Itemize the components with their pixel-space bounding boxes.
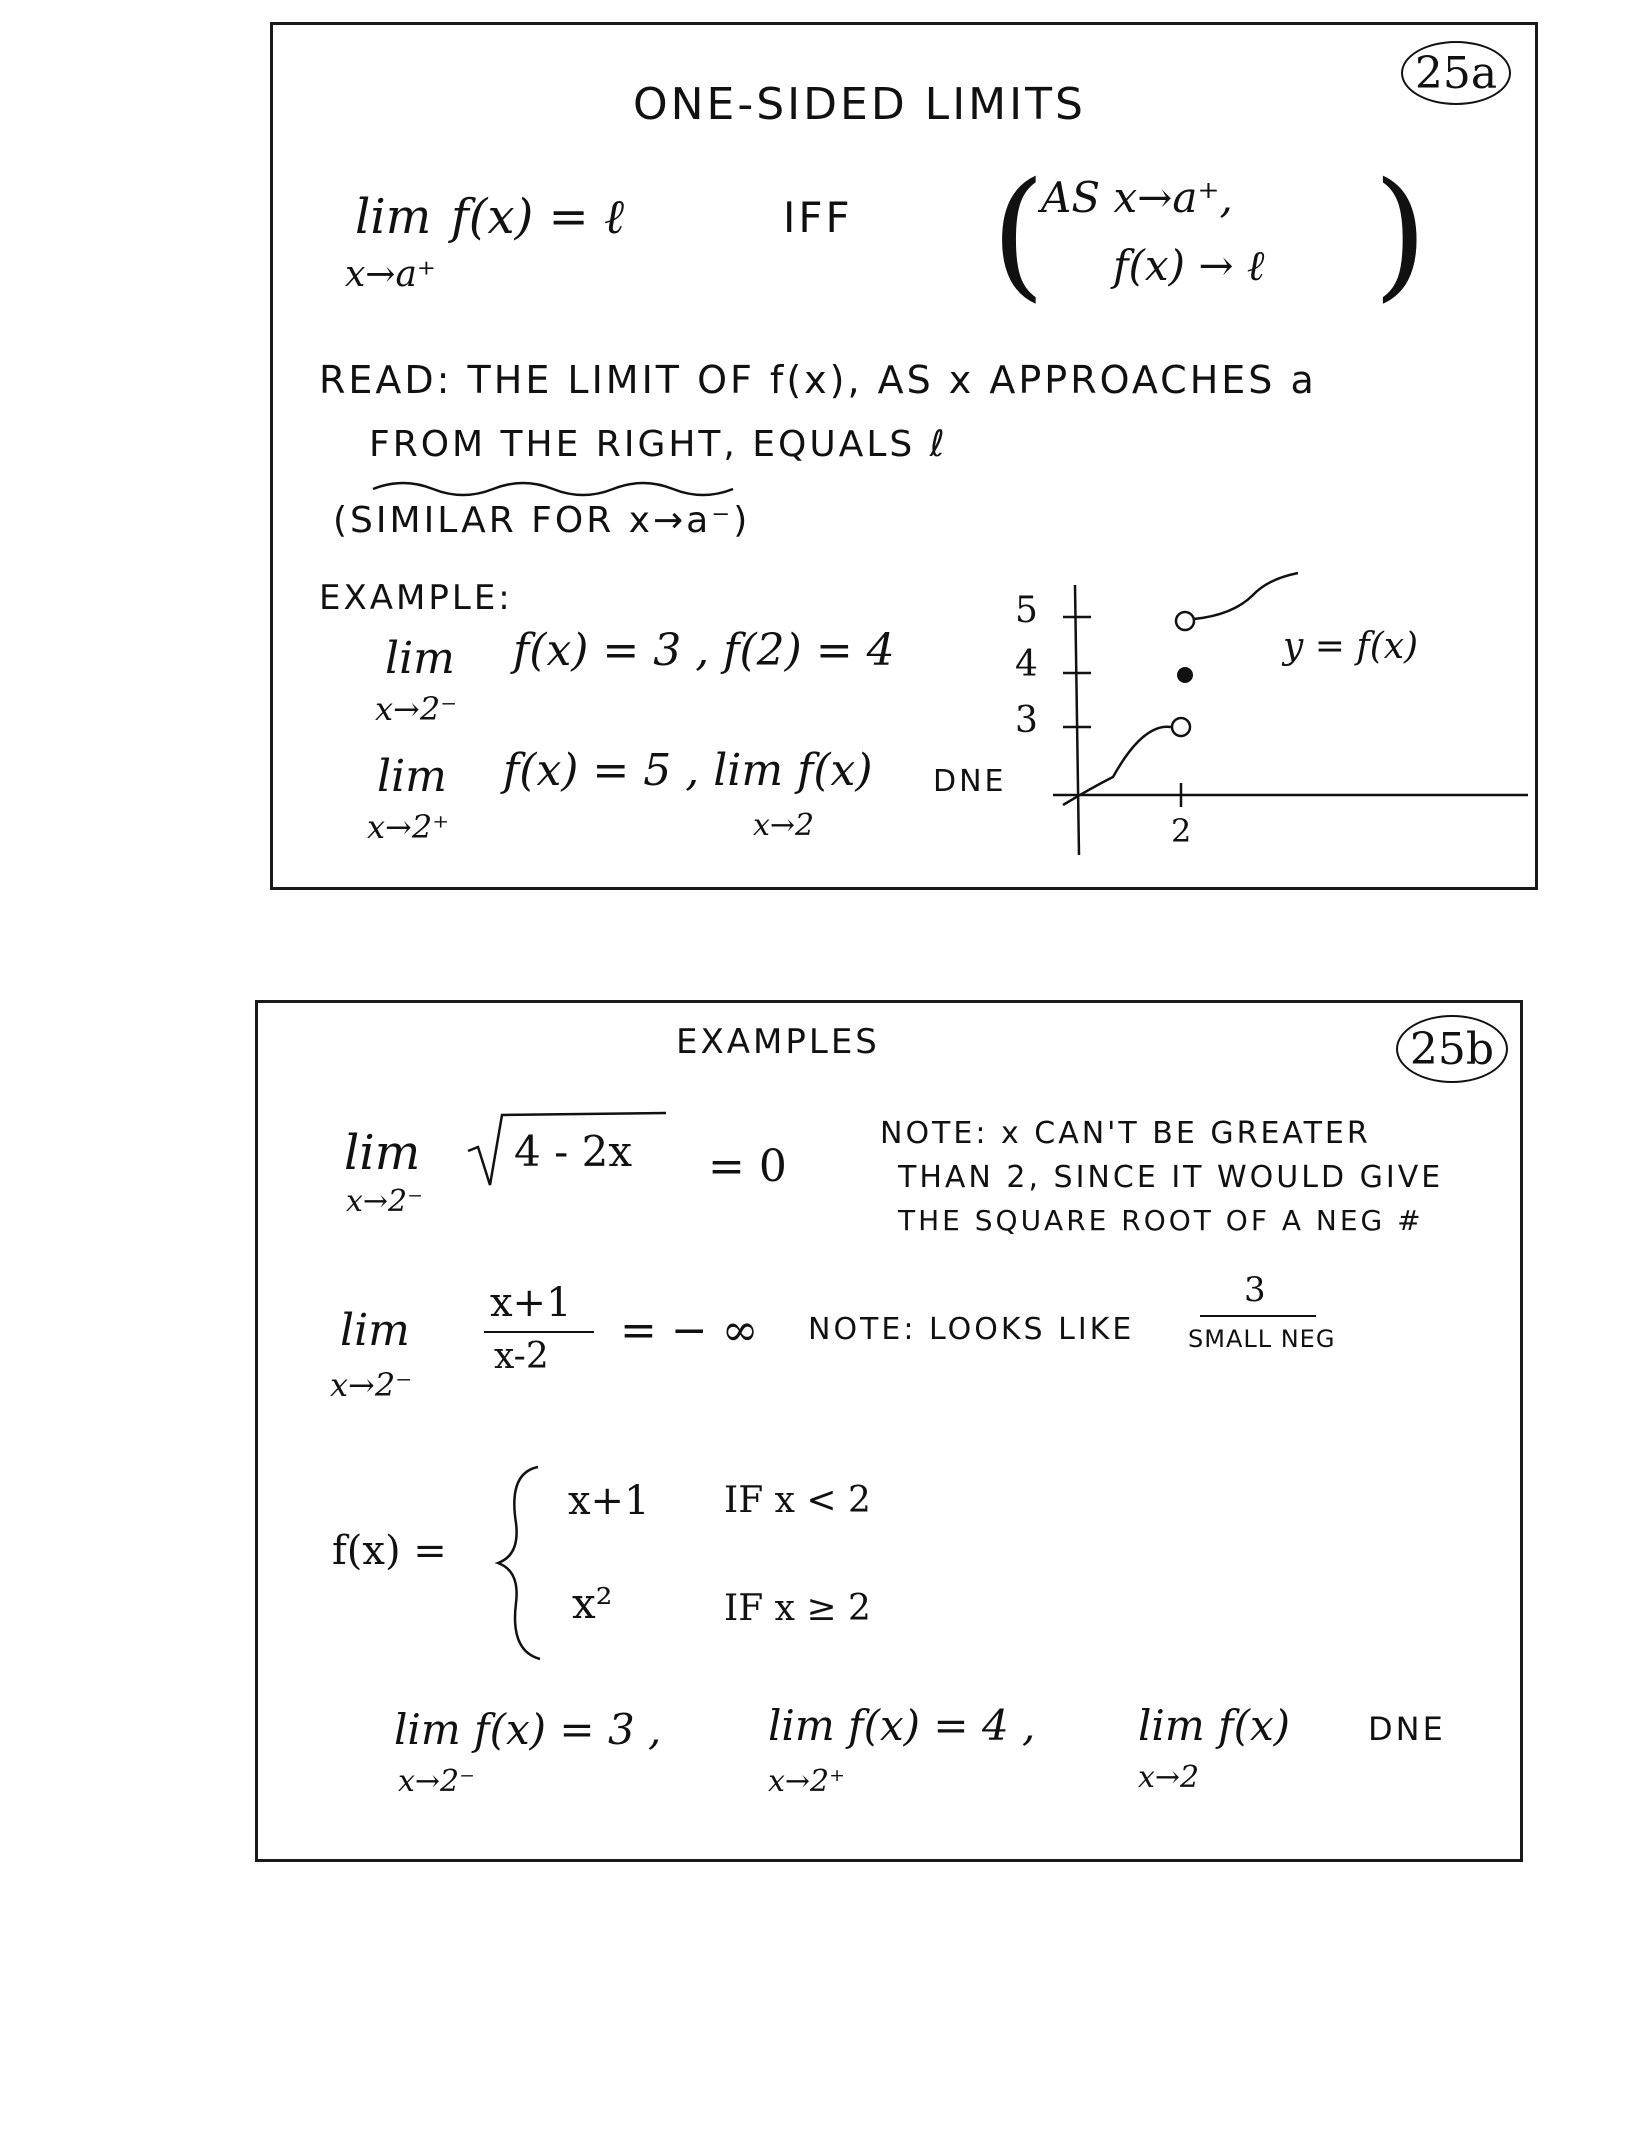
right-paren: ) (1373, 153, 1428, 316)
limit-left-sub: x→2⁻ (398, 1764, 475, 1799)
piecewise-case1-cond: IF x < 2 (724, 1480, 871, 1521)
example2-lim: lim (377, 751, 447, 802)
piecewise-case1-expr: x+1 (568, 1478, 650, 1524)
ex2-lim-sub: x→2⁻ (330, 1366, 413, 1404)
limit-two-sided-sub: x→2 (1138, 1760, 1200, 1795)
ex1-note-line3: THE SQUARE ROOT OF A NEG # (898, 1204, 1424, 1237)
example1-expr: f(x) = 3 , f(2) = 4 (513, 625, 895, 676)
limit-two-sided: lim f(x) (1138, 1701, 1291, 1750)
y-tick-5: 5 (1015, 590, 1038, 631)
limit-left: lim f(x) = 3 , (394, 1705, 662, 1754)
ex1-lim-sub: x→2⁻ (346, 1184, 423, 1219)
similar-note: (SIMILAR FOR x→a⁻) (333, 500, 751, 541)
slide-number-badge (1396, 1015, 1508, 1083)
open-point-5 (1176, 612, 1194, 630)
x-tick-2: 2 (1171, 812, 1192, 850)
limit-dne: DNE (1368, 1710, 1446, 1748)
ex2-note-denominator: SMALL NEG (1188, 1325, 1336, 1353)
piecewise-brace (498, 1463, 558, 1663)
ex1-result: = 0 (708, 1141, 787, 1192)
left-paren: ( (991, 153, 1046, 316)
read-line-2: FROM THE RIGHT, EQUALS ℓ (369, 424, 948, 465)
example2-dne: DNE (933, 764, 1007, 799)
ex2-lim: lim (340, 1305, 410, 1356)
ex1-note-line1: NOTE: x CAN'T BE GREATER (880, 1116, 1371, 1151)
slide-number: 25b (1409, 1023, 1495, 1075)
example1-lim: lim (385, 633, 455, 684)
piecewise-case2-expr: x² (572, 1579, 613, 1628)
ex2-note-fraction-bar (1200, 1315, 1316, 1317)
ex2-numerator: x+1 (490, 1280, 572, 1326)
definition-lim: lim (355, 189, 432, 245)
y-tick-3: 3 (1015, 700, 1038, 741)
definition-lim-sub: x→a⁺ (345, 254, 436, 295)
ex2-note: NOTE: LOOKS LIKE (808, 1312, 1135, 1347)
closed-point-4 (1177, 667, 1193, 683)
wavy-underline (373, 475, 733, 499)
ex2-denominator: x-2 (494, 1336, 549, 1377)
example2-expr: f(x) = 5 , lim f(x) (503, 745, 873, 796)
y-tick-4: 4 (1015, 644, 1038, 685)
ex2-fraction-bar (484, 1331, 594, 1333)
example2-lim-sub: x→2⁺ (367, 808, 450, 846)
slide-title: ONE-SIDED LIMITS (633, 79, 1086, 130)
open-point-3 (1172, 718, 1190, 736)
definition-cond-line2: f(x) → ℓ (1113, 241, 1265, 290)
read-line-1: READ: THE LIMIT OF f(x), AS x APPROACHES a (319, 358, 1317, 402)
ex2-result: = − ∞ (620, 1305, 759, 1356)
slide-number: 25a (1414, 47, 1498, 99)
curve-label: y = f(x) (1283, 626, 1419, 667)
ex1-lim: lim (344, 1125, 421, 1181)
example2-lim-sub-2: x→2 (753, 808, 815, 843)
piecewise-case2-cond: IF x ≥ 2 (724, 1588, 871, 1629)
limit-right: lim f(x) = 4 , (768, 1701, 1036, 1750)
definition-lhs: f(x) = ℓ (451, 189, 625, 245)
example-label: EXAMPLE: (319, 578, 513, 618)
example1-lim-sub: x→2⁻ (375, 690, 458, 728)
slide-title: EXAMPLES (676, 1022, 880, 1062)
ex2-note-numerator: 3 (1244, 1270, 1266, 1310)
limit-right-sub: x→2⁺ (768, 1764, 845, 1799)
ex1-note-line2: THAN 2, SINCE IT WOULD GIVE (898, 1160, 1444, 1195)
definition-iff: IFF (783, 193, 853, 242)
slide-25b (255, 1000, 1523, 1862)
ex1-radicand: 4 - 2x (514, 1127, 633, 1176)
piecewise-lhs: f(x) = (332, 1528, 447, 1574)
slide-number-badge (1401, 41, 1511, 105)
definition-cond-line1: AS x→a⁺, (1041, 173, 1233, 222)
graph (1013, 565, 1533, 865)
slide-25a (270, 22, 1538, 890)
